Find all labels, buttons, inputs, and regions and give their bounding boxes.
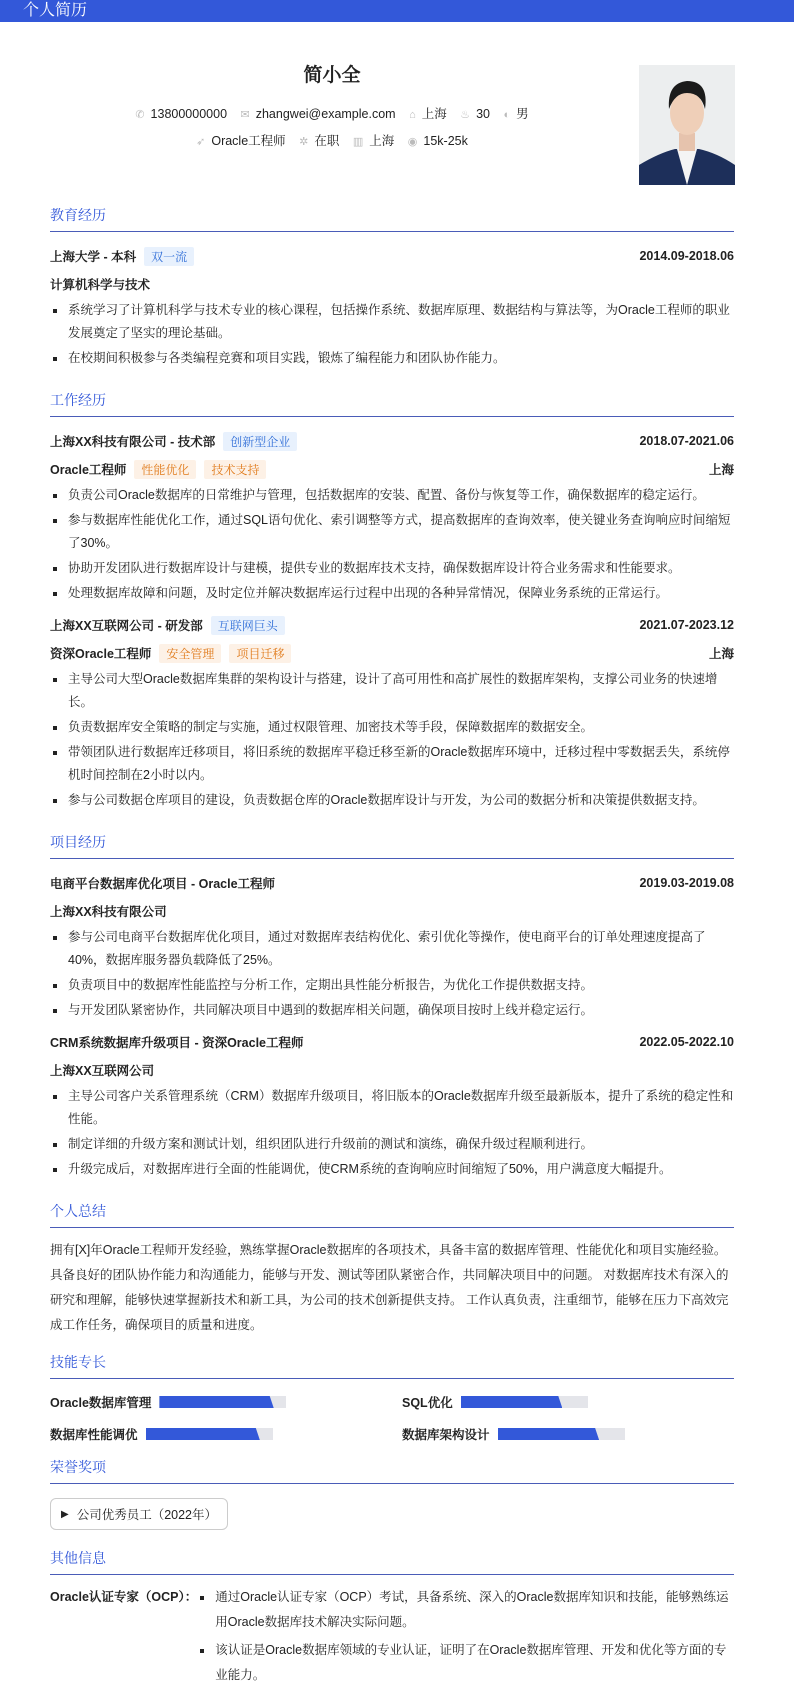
list-item: 负责数据库安全策略的制定与实施，通过权限管理、加密技术等手段，保障数据库的数据安全。 — [50, 716, 734, 739]
home-icon: ⌂ — [409, 109, 416, 121]
role: Oracle工程师 — [50, 462, 127, 477]
role-tag: 项目迁移 — [229, 644, 291, 663]
work-section — [50, 390, 734, 812]
status: 在职 — [314, 134, 340, 148]
phone: 13800000000 — [150, 107, 228, 121]
list-item: 升级完成后，对数据库进行全面的性能调优，使CRM系统的查询响应时间缩短了50%，用户满意度大幅提升。 — [50, 1158, 734, 1181]
edu-date: 2014.09-2018.06 — [639, 249, 734, 263]
profile-header — [0, 22, 794, 187]
company: 上海XX互联网公司 - 研发部 — [50, 618, 203, 633]
list-item: 协助开发团队进行数据库设计与建模，提供专业的数据库技术支持，确保数据库设计符合业务需求和性能要求。 — [50, 557, 734, 580]
company-tag: 互联网巨头 — [211, 616, 285, 635]
school-tag: 双一流 — [144, 247, 194, 266]
work-city: 上海 — [708, 463, 734, 477]
list-item: 带领团队进行数据库迁移项目，将旧系统的数据库平稳迁移至新的Oracle数据库环境中，迁移过程中零数据丢失，系统停机时间控制在2小时以内。 — [50, 741, 734, 787]
list-item: 系统学习了计算机科学与技术专业的核心课程，包括操作系统、数据库原理、数据结构与算法等，为Oracle工程师的职业发展奠定了坚实的理论基础。 — [50, 299, 734, 345]
status-icon: ✲ — [299, 136, 309, 148]
gender-icon: ◐ — [503, 109, 511, 121]
section-heading: 技能专长 — [50, 1352, 734, 1379]
work-date: 2021.07-2023.12 — [639, 618, 734, 632]
list-item: 参与公司电商平台数据库优化项目，通过对数据库表结构优化、索引优化等操作，使电商平台的订单处理速度提高了40%，数据库服务器负载降低了25%。 — [50, 926, 734, 972]
project-name: CRM系统数据库升级项目 - 资深Oracle工程师 — [50, 1036, 304, 1050]
skill-bar-fill — [159, 1396, 273, 1408]
skill-name: 数据库架构设计 — [402, 1428, 490, 1442]
major: 计算机科学与技术 — [50, 278, 151, 292]
school: 上海大学 - 本科 — [50, 249, 137, 264]
list-item: 主导公司客户关系管理系统（CRM）数据库升级项目，将旧版本的Oracle数据库升级至最新版本，提升了系统的稳定性和性能。 — [50, 1085, 734, 1131]
email: zhangwei@example.com — [255, 107, 396, 121]
project-company: 上海XX科技有限公司 — [50, 905, 167, 919]
list-item: 通过Oracle认证专家（OCP）考试，具备系统、深入的Oracle数据库知识和技能，能够熟练运用Oracle数据库技术解决实际问题。 — [197, 1585, 734, 1635]
list-item: 在校期间积极参与各类编程竞赛和项目实践，锻炼了编程能力和团队协作能力。 — [50, 347, 734, 370]
job-intent-row — [0, 131, 664, 149]
list-item: 该认证是Oracle数据库领域的专业认证，证明了在Oracle数据库管理、开发和优化等方面的专业能力。 — [197, 1638, 734, 1688]
list-item: 主导公司大型Oracle数据库集群的架构设计与搭建，设计了高可用性和高扩展性的数据库架构，支撑公司业务的快速增长。 — [50, 668, 734, 714]
list-item: 制定详细的升级方案和测试计划，组织团队进行升级前的测试和演练，确保升级过程顺利进行。 — [50, 1133, 734, 1156]
list-item: 负责公司Oracle数据库的日常维护与管理，包括数据库的安装、配置、备份与恢复等工作，确保数据库的稳定运行。 — [50, 484, 734, 507]
role-tag: 安全管理 — [159, 644, 221, 663]
skills-section — [50, 1352, 734, 1443]
target-city: 上海 — [369, 134, 395, 148]
skill-bar — [461, 1396, 588, 1408]
role-tag: 技术支持 — [204, 460, 266, 479]
section-heading: 工作经历 — [50, 390, 734, 417]
email-icon: ✉ — [240, 109, 250, 121]
salary: 15k-25k — [423, 134, 468, 148]
skill-item — [402, 1393, 734, 1411]
list-item: 参与数据库性能优化工作，通过SQL语句优化、索引调整等方式，提高数据库的查询效率，使关键业务查询响应时间缩短了30%。 — [50, 509, 734, 555]
other-label: Oracle认证专家（OCP）： — [50, 1590, 198, 1604]
work-date: 2018.07-2021.06 — [639, 434, 734, 448]
company: 上海XX科技有限公司 - 技术部 — [50, 434, 216, 449]
candidate-name: 简小全 — [303, 65, 361, 86]
section-heading: 荣誉奖项 — [50, 1457, 734, 1484]
skill-name: SQL优化 — [402, 1396, 453, 1410]
skill-item — [50, 1393, 402, 1411]
job: Oracle工程师 — [211, 134, 286, 148]
triangle-right-icon: ▶ — [61, 1508, 69, 1520]
skill-bar — [146, 1428, 273, 1440]
list-item: 处理数据库故障和问题，及时定位并解决数据库运行过程中出现的各种异常情况，保障业务系统的正常运行。 — [50, 582, 734, 605]
contact-row — [0, 104, 664, 122]
section-heading: 项目经历 — [50, 832, 734, 859]
summary-section — [50, 1201, 734, 1338]
skill-bar-fill — [146, 1428, 260, 1440]
skill-item — [50, 1425, 402, 1443]
other-section — [50, 1548, 734, 1691]
award-item[interactable] — [50, 1498, 228, 1530]
building-icon: ▥ — [352, 136, 364, 148]
page-title: 个人简历 — [23, 2, 88, 19]
list-item: 负责项目中的数据库性能监控与分析工作，定期出具性能分析报告，为优化工作提供数据支持。 — [50, 974, 734, 997]
skill-name: 数据库性能调优 — [50, 1428, 138, 1442]
salary-icon: ◉ — [407, 136, 418, 148]
avatar-photo — [639, 65, 735, 185]
projects-section — [50, 832, 734, 1181]
skill-bar — [159, 1396, 286, 1408]
skill-bar-fill — [498, 1428, 600, 1440]
award-label: 公司优秀员工（2022年） — [76, 1508, 218, 1522]
summary-text: 拥有[X]年Oracle工程师开发经验，熟练掌握Oracle数据库的各项技术，具备丰富的数据库管理、性能优化和项目实施经验。 具备良好的团队协作能力和沟通能力，能够与开发、测试等团队紧密合作，共同解决项目中的问题。 对数据库技术有深入的研究和理解，能够快速掌握新技术和新工具，为公司的技术创新提供支持。 工作认真负责，注重细节，能够在压力下高效完成工作任务，确保项目的质量和进度。 — [50, 1243, 729, 1332]
age-icon: ♨ — [460, 109, 471, 121]
company-tag: 创新型企业 — [223, 432, 297, 451]
skill-item — [402, 1425, 734, 1443]
phone-icon: ✆ — [135, 109, 145, 121]
awards-section — [50, 1457, 734, 1530]
work-city: 上海 — [708, 647, 734, 661]
section-heading: 教育经历 — [50, 205, 734, 232]
skill-bar-fill — [461, 1396, 563, 1408]
skill-bar — [498, 1428, 625, 1440]
section-heading: 个人总结 — [50, 1201, 734, 1228]
project-name: 电商平台数据库优化项目 - Oracle工程师 — [50, 877, 276, 891]
role-tag: 性能优化 — [134, 460, 196, 479]
list-item: 参与公司数据仓库项目的建设，负责数据仓库的Oracle数据库设计与开发，为公司的数据分析和决策提供数据支持。 — [50, 789, 734, 812]
project-date: 2019.03-2019.08 — [639, 876, 734, 890]
project-date: 2022.05-2022.10 — [639, 1035, 734, 1049]
city: 上海 — [421, 107, 447, 121]
section-heading: 其他信息 — [50, 1548, 734, 1575]
skill-name: Oracle数据库管理 — [50, 1396, 152, 1410]
project-company: 上海XX互联网公司 — [50, 1064, 155, 1078]
list-item: 与开发团队紧密协作，共同解决项目中遇到的数据库相关问题，确保项目按时上线并稳定运行。 — [50, 999, 734, 1022]
age: 30 — [476, 107, 490, 121]
education-section — [50, 205, 734, 370]
send-icon: ➶ — [196, 136, 206, 148]
role: 资深Oracle工程师 — [50, 646, 152, 661]
page-title-bar — [0, 0, 794, 22]
gender: 男 — [516, 107, 529, 121]
